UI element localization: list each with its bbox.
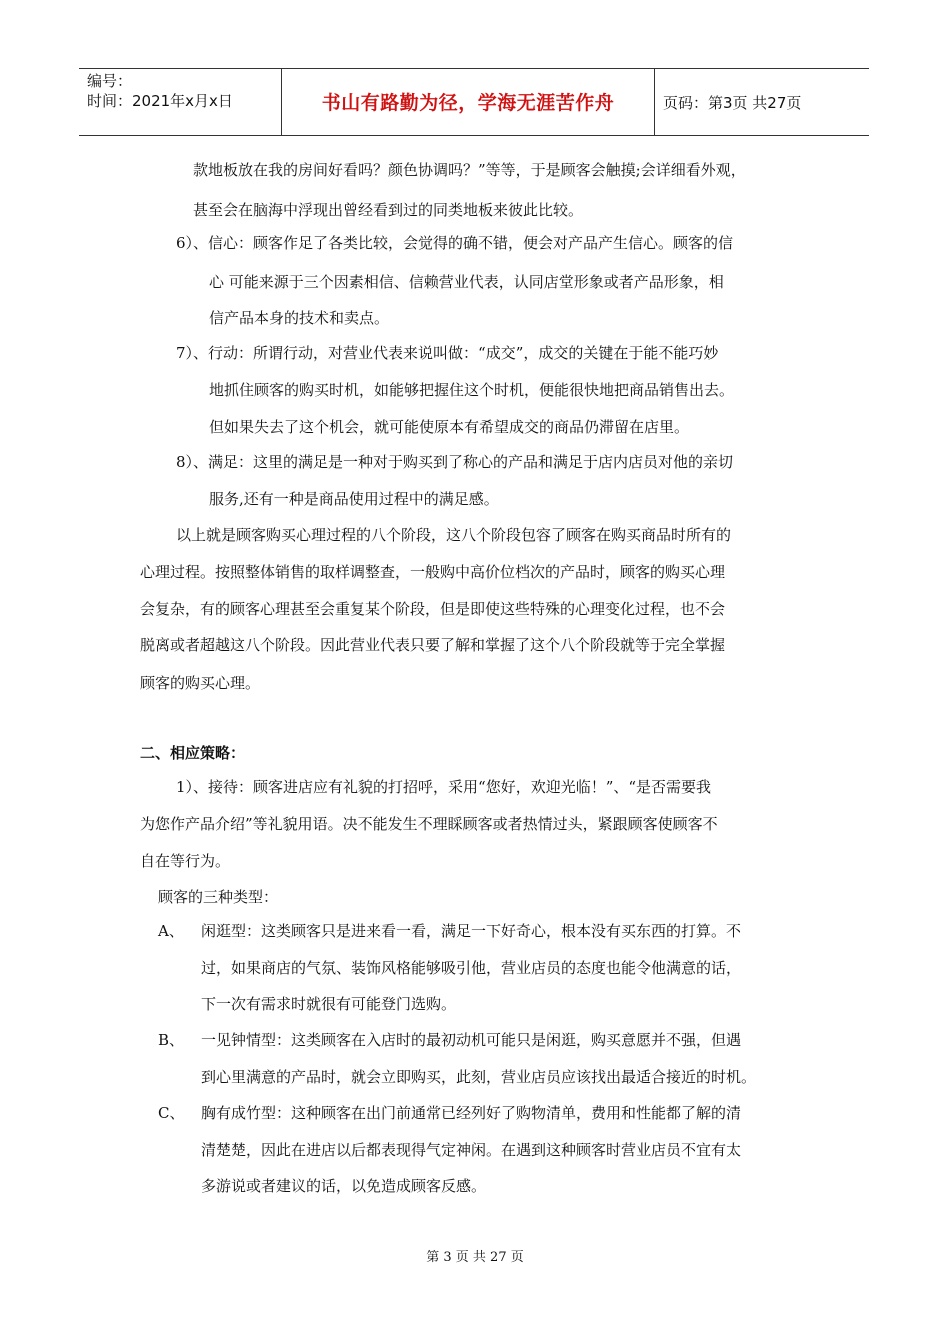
body-line: 会复杂，有的顾客心理甚至会重复某个阶段，但是即使这些特殊的心理变化过程，也不会: [140, 600, 726, 618]
page-header: [79, 68, 869, 136]
header-motto: 书山有路勤为径，学海无涯苦作舟: [282, 69, 655, 135]
list-marker: C、: [158, 1104, 185, 1122]
body-line: 清楚楚，因此在进店以后都表现得气定神闲。在遇到这种顾客时营业店员不宜有太: [201, 1141, 742, 1159]
body-line: 闲逛型：这类顾客只是进来看一看，满足一下好奇心，根本没有买东西的打算。不: [201, 922, 742, 940]
body-line: 一见钟情型：这类顾客在入店时的最初动机可能只是闲逛，购买意愿并不强，但遇: [201, 1031, 742, 1049]
section-heading: 二、相应策略：: [140, 744, 246, 762]
code-label: 编号：: [87, 72, 133, 90]
body-line: 胸有成竹型：这种顾客在出门前通常已经列好了购物清单，费用和性能都了解的清: [201, 1104, 742, 1122]
body-line: 1）、接待：顾客进店应有礼貌的打招呼，采用“您好，欢迎光临！”、“是否需要我: [176, 778, 712, 796]
header-page-info: 页码：第3页 共27页: [663, 94, 802, 112]
body-line: 过，如果商店的气氛、装饰风格能够吸引他，营业店员的态度也能令他满意的话，: [201, 959, 742, 977]
date-label: 时间：2021年x月x日: [87, 92, 233, 110]
body-line: 信产品本身的技术和卖点。: [209, 309, 390, 327]
body-line: 脱离或者超越这八个阶段。因此营业代表只要了解和掌握了这个八个阶段就等于完全掌握: [140, 636, 726, 654]
page-footer: 第 3 页 共 27 页: [426, 1250, 524, 1265]
header-meta: [79, 69, 282, 135]
body-line: 但如果失去了这个机会，就可能使原本有希望成交的商品仍滞留在店里。: [209, 418, 690, 436]
body-line: 顾客的购买心理。: [140, 674, 261, 692]
body-line: 地抓住顾客的购买时机，如能够把握住这个时机，便能很快地把商品销售出去。: [209, 381, 735, 399]
body-line: 款地板放在我的房间好看吗？颜色协调吗？”等等，于是顾客会触摸;会详细看外观，: [193, 161, 746, 179]
body-line: 7）、行动：所谓行动，对营业代表来说叫做：“成交”，成交的关键在于能不能巧妙: [176, 344, 719, 362]
body-line: 甚至会在脑海中浮现出曾经看到过的同类地板来彼此比较。: [193, 201, 584, 219]
body-line: 心 可能来源于三个因素相信、信赖营业代表，认同店堂形象或者产品形象，相: [209, 273, 724, 291]
body-line: 以上就是顾客购买心理过程的八个阶段，这八个阶段包容了顾客在购买商品时所有的: [176, 526, 732, 544]
body-line: 顾客的三种类型：: [158, 888, 279, 906]
body-line: 多游说或者建议的话，以免造成顾客反感。: [201, 1177, 487, 1195]
body-line: 服务,还有一种是商品使用过程中的满足感。: [209, 490, 499, 508]
body-line: 心理过程。按照整体销售的取样调整查，一般购中高价位档次的产品时，顾客的购买心理: [140, 563, 726, 581]
body-line: 到心里满意的产品时，就会立即购买，此刻，营业店员应该找出最适合接近的时机。: [201, 1068, 757, 1086]
body-line: 6）、信心：顾客作足了各类比较，会觉得的确不错，便会对产品产生信心。顾客的信: [176, 234, 734, 252]
body-line: 自在等行为。: [140, 852, 231, 870]
list-marker: B、: [158, 1031, 185, 1049]
list-marker: A、: [158, 922, 184, 940]
body-line: 8）、满足：这里的满足是一种对于购买到了称心的产品和满足于店内店员对他的亲切: [176, 453, 734, 471]
body-line: 下一次有需求时就很有可能登门选购。: [201, 995, 457, 1013]
body-line: 为您作产品介绍”等礼貌用语。决不能发生不理睬顾客或者热情过头，紧跟顾客使顾客不: [140, 815, 718, 833]
